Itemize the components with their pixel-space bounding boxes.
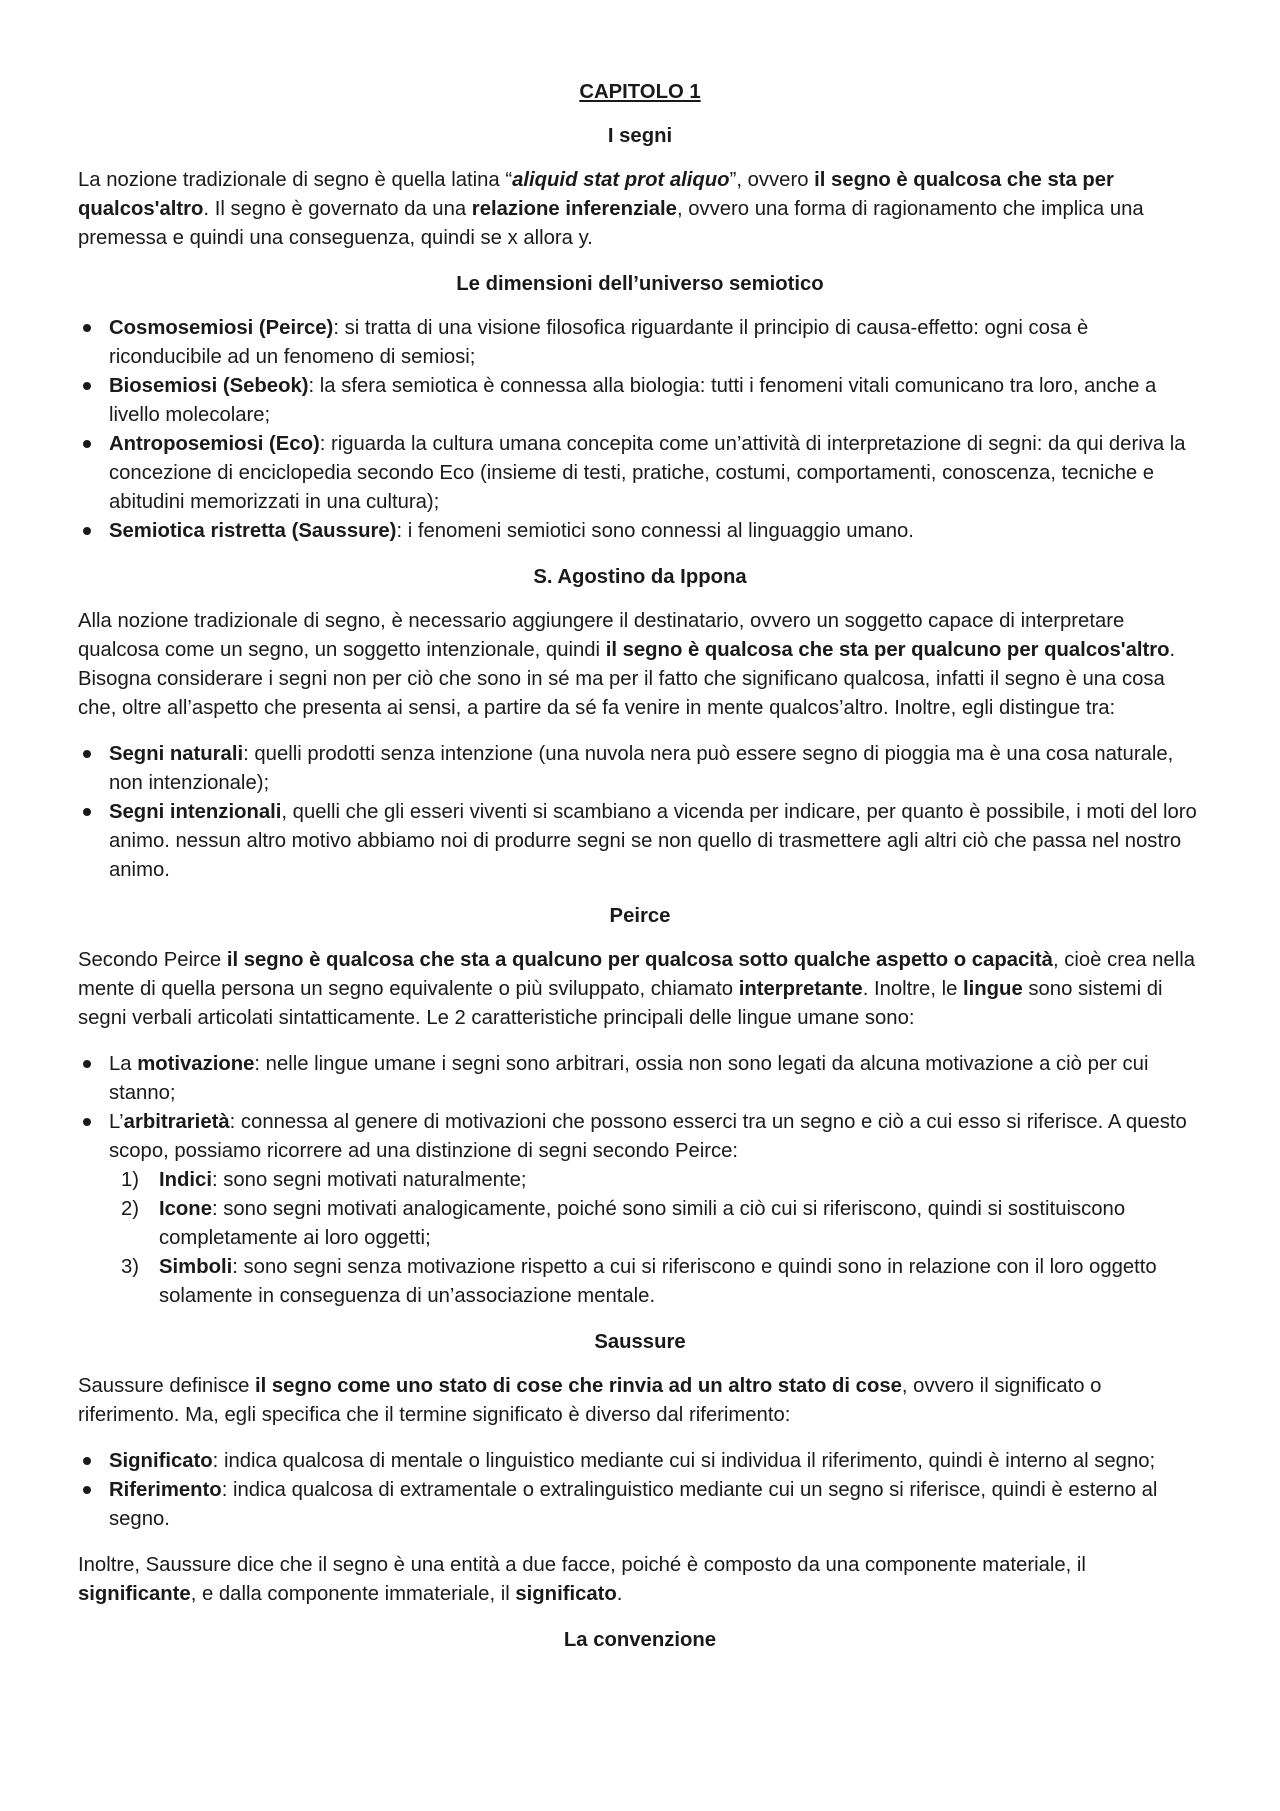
item-number: 2): [121, 1198, 140, 1220]
list-item-term: Segni intenzionali: [109, 801, 282, 823]
list-item-text: , quelli che gli esseri viventi si scambiano a vicenda per indicare, per quanto è possibile, i moti del loro animo. nessun altro motivo abbiamo noi di produrre segni se non quello di trasmettere agli altri ciò che passa nel nostro animo.: [109, 801, 1197, 881]
section-heading-saussure: Saussure: [594, 1331, 686, 1353]
bold-definition: il segno è qualcosa che sta a qualcuno per qualcosa sotto qualche aspetto o capacità: [226, 949, 1053, 971]
numbered-item: [109, 1253, 1202, 1311]
numbered-item-term: Indici: [159, 1169, 212, 1191]
bullet-icon: [83, 324, 91, 332]
bullet-list-dimensioni: [78, 314, 1202, 546]
paragraph-saussure-facce: [78, 1551, 1202, 1609]
paragraph-segni: [78, 166, 1202, 253]
chapter-title: CAPITOLO 1: [579, 81, 701, 103]
text-run: ”, ovvero: [729, 169, 815, 191]
paragraph-peirce: [78, 946, 1202, 1033]
text-run: , ovvero il significato o riferimento. Ma, egli specifica che il termine significato è diverso dal riferimento:: [78, 1375, 1102, 1426]
section-heading-convenzione: La convenzione: [563, 1629, 717, 1651]
item-number: 3): [121, 1256, 140, 1278]
text-run: , cioè crea nella mente di quella persona un segno equivalente o più sviluppato, chiamato: [78, 949, 1196, 1000]
bold-term: interpretante: [738, 978, 863, 1000]
list-item: [78, 314, 1202, 372]
numbered-item-text: : sono segni motivati analogicamente, poiché sono simili a ciò cui si riferiscono, quindi si sostituiscono completamente ai loro oggetti;: [159, 1198, 1126, 1249]
text-run: . Il segno è governato da una: [203, 198, 472, 220]
list-item: [78, 1050, 1202, 1108]
bold-definition: il segno è qualcosa che sta per qualcuno per qualcos'altro: [605, 639, 1170, 661]
text-run: Secondo Peirce: [78, 949, 227, 971]
bold-term: significante: [78, 1583, 191, 1605]
item-number: 1): [121, 1169, 140, 1191]
bullet-icon: [83, 440, 91, 448]
bullet-icon: [83, 527, 91, 535]
numbered-item-text: : sono segni motivati naturalmente;: [211, 1169, 527, 1191]
list-item-term: Significato: [109, 1450, 213, 1472]
bold-definition: il segno è qualcosa che sta per qualcos'altro: [78, 169, 1114, 220]
list-item-term: motivazione: [137, 1053, 255, 1075]
list-item: [78, 740, 1202, 798]
numbered-item-term: Icone: [159, 1198, 212, 1220]
text-run: , e dalla componente immateriale, il: [190, 1583, 516, 1605]
list-item-text: : la sfera semiotica è connessa alla biologia: tutti i fenomeni vitali comunicano tra loro, anche a livello molecolare;: [109, 375, 1157, 426]
bold-term: significato: [515, 1583, 617, 1605]
list-item-term: Antroposemiosi (Eco): [109, 433, 320, 455]
bullet-icon: [83, 1118, 91, 1126]
bullet-icon: [83, 750, 91, 758]
bold-term: relazione inferenziale: [471, 198, 677, 220]
bullet-list-peirce: [78, 1050, 1202, 1311]
list-item-text: : indica qualcosa di mentale o linguistico mediante cui si individua il riferimento, quindi è interno al segno;: [212, 1450, 1156, 1472]
paragraph-saussure: [78, 1372, 1202, 1430]
bullet-icon: [83, 382, 91, 390]
bullet-icon: [83, 1060, 91, 1068]
list-item-text: : i fenomeni semiotici sono connessi al linguaggio umano.: [396, 520, 914, 542]
text-run: La nozione tradizionale di segno è quella latina “: [78, 169, 513, 191]
bold-definition: il segno come uno stato di cose che rinvia ad un altro stato di cose: [255, 1375, 902, 1397]
list-item: [78, 430, 1202, 517]
section-heading-segni: I segni: [607, 125, 673, 147]
paragraph-agostino: [78, 607, 1202, 723]
list-item: [78, 1447, 1202, 1476]
section-heading-peirce: Peirce: [609, 905, 671, 927]
list-item-text: : indica qualcosa di extramentale o extralinguistico mediante cui un segno si riferisce, quindi è esterno al segno.: [109, 1479, 1158, 1530]
numbered-item-term: Simboli: [159, 1256, 233, 1278]
numbered-item-text: : sono segni senza motivazione rispetto a cui si riferiscono e quindi sono in relazione con il loro oggetto solamente in conseguenza di un’associazione mentale.: [159, 1256, 1157, 1307]
text-run: .: [616, 1583, 623, 1605]
numbered-list-segni-peirce: [109, 1166, 1202, 1311]
bullet-icon: [83, 808, 91, 816]
list-item-term: Segni naturali: [109, 743, 244, 765]
list-item-term: Semiotica ristretta (Saussure): [109, 520, 397, 542]
section-heading-agostino: S. Agostino da Ippona: [533, 566, 747, 588]
text-run: Alla nozione tradizionale di segno, è necessario aggiungere il destinatario, ovvero un soggetto capace di interpretare qualcosa come un segno, un soggetto intenzionale, quindi: [78, 610, 1125, 661]
list-item: [78, 372, 1202, 430]
bullet-list-agostino: [78, 740, 1202, 885]
list-item-text: : riguarda la cultura umana concepita come un’attività di interpretazione di segni: da qui deriva la concezione di enciclopedia secondo Eco (insieme di testi, pratiche, costumi, comportamenti, conoscenza, tecniche e abitudini memorizzati in una cultura);: [109, 433, 1186, 513]
list-item-text: : si tratta di una visione filosofica riguardante il principio di causa-effetto: ogni cosa è riconducibile ad un fenomeno di semiosi;: [109, 317, 1089, 368]
text-run: Inoltre, Saussure dice che il segno è una entità a due facce, poiché è composto da una componente materiale, il: [78, 1554, 1086, 1576]
bullet-icon: [83, 1457, 91, 1465]
numbered-item: [109, 1195, 1202, 1253]
section-heading-dimensioni: Le dimensioni dell’universo semiotico: [456, 273, 824, 295]
list-item: [78, 1108, 1202, 1311]
text-run: , ovvero una forma di ragionamento che implica una premessa e quindi una conseguenza, quindi se x allora y.: [78, 198, 1144, 249]
text-run: sono sistemi di segni verbali articolati sintatticamente. Le 2 caratteristiche principali delle lingue umane sono:: [78, 978, 1163, 1029]
list-item-prefix: La: [109, 1053, 138, 1075]
bullet-list-saussure: [78, 1447, 1202, 1534]
list-item-text: : connessa al genere di motivazioni che possono esserci tra un segno e ciò a cui esso si riferisce. A questo scopo, possiamo ricorrere ad una distinzione di segni secondo Peirce:: [109, 1111, 1187, 1162]
list-item-text: : quelli prodotti senza intenzione (una nuvola nera può essere segno di pioggia ma è una cosa naturale, non intenzionale);: [109, 743, 1174, 794]
list-item-term: Cosmosemiosi (Peirce): [109, 317, 334, 339]
bullet-icon: [83, 1486, 91, 1494]
latin-phrase: aliquid stat prot aliquo: [512, 169, 730, 191]
text-run: . Inoltre, le: [862, 978, 964, 1000]
list-item: [78, 798, 1202, 885]
bold-term: lingue: [963, 978, 1023, 1000]
numbered-item: [109, 1166, 1202, 1195]
text-run: Saussure definisce: [78, 1375, 255, 1397]
list-item-text: : nelle lingue umane i segni sono arbitrari, ossia non sono legati da alcuna motivazione a ciò per cui stanno;: [109, 1053, 1149, 1104]
list-item: [78, 1476, 1202, 1534]
text-run: . Bisogna considerare i segni non per ciò che sono in sé ma per il fatto che significano qualcosa, infatti il segno è una cosa che, oltre all’aspetto che presenta ai sensi, a partire da sé fa venire in mente qualcos’altro. Inoltre, egli distingue tra:: [78, 639, 1176, 719]
list-item-term: Riferimento: [109, 1479, 222, 1501]
list-item-term: Biosemiosi (Sebeok): [109, 375, 309, 397]
list-item-term: arbitrarietà: [123, 1111, 230, 1133]
list-item-prefix: L’: [109, 1111, 124, 1133]
list-item: [78, 517, 1202, 546]
